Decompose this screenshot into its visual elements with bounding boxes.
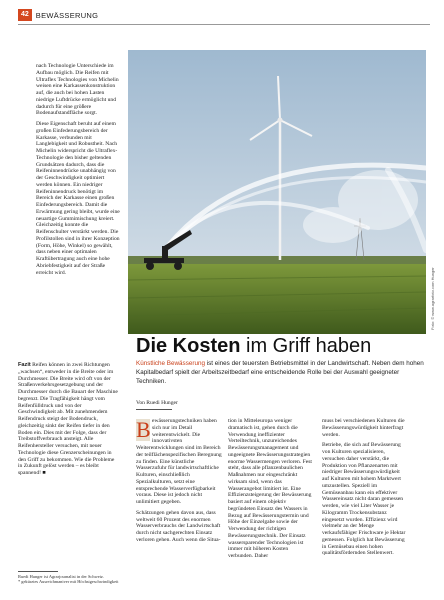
paragraph: ewässerungstechniken haben sich nur im Detail weiterentwickelt. Die innovativsten Weiterentwicklungen sind im Bereich der teilflächenspezifischen Beregnung zu finden. Eine künstliche Wasserzufuhr für landwirtschaftliche Kulturen, einschließlich Spezialkulturen, setzt eine entsprechende Wasserverfügbarkeit voraus. Diese ist jedoch nicht unlimitiert gegeben. xyxy=(136,418,222,505)
footnote-divider xyxy=(18,571,58,572)
page-header xyxy=(18,8,98,22)
irrigation-photo xyxy=(128,50,426,334)
headline-rest: im Griff haben xyxy=(240,335,372,357)
drop-cap: B xyxy=(136,417,151,442)
teaser-accent: Künstliche Bewässerung xyxy=(136,360,205,367)
left-column-continued-text xyxy=(36,63,120,280)
section-title: BEWÄSSERUNG xyxy=(35,10,99,20)
article-column-2 xyxy=(228,418,314,564)
byline-divider xyxy=(136,409,172,410)
author-note: Ruedi Hunger ist Agrarjournalist in der Schweiz. xyxy=(18,574,104,579)
photo-credit: Foto: © www.agrarfoto.com Hunger xyxy=(430,267,435,330)
paragraph: tion in Mitteleuropa weniger dramatisch ist, gehen durch die Verwendung ineffizienter Verteiltechnik, unzureichendes Bewässerungsmanagement und ungeeignete Bewässerungsstrategien enorme Wassermengen verloren. Fest steht, dass alle pflanzenbaulichen Maßnahmen nur eingeschränkt wirksam sind, wenn das Wasserangebot limitiert ist. Eine Effizienzsteigerung der Bewässerung basiert auf einem objektiv begründeten Einsatz des Wassers in Bezug auf Bewässerungstermin und Höhe der Einzelgabe sowie der Verwendung der richtigen Bewässerungstechnik. Der Einsatz wassersparender Technologien ist immer mit höheren Kosten verbunden. Daher xyxy=(228,418,312,559)
article-column-3 xyxy=(322,418,408,561)
paragraph: nach Technologie Unterschiede im Aufbau möglich. Die Reifen mit Ultraflex Technologies von Michelin weisen eine Karkassenkonstruktion auf, die auch bei hohen Lasten niedrige Luftdrücke ermöglicht und dadurch für eine größere Bodenaufstandfläche sorgt. xyxy=(36,63,119,117)
page-number: 42 xyxy=(18,9,32,21)
headline-strong: Die Kosten xyxy=(136,335,241,357)
fazit-label: Fazit xyxy=(18,362,31,368)
footnote-text: * gekürztes Ausreichmaniver mit Höchstgeschwindigkeit xyxy=(18,579,119,584)
paragraph: Schätzungen gehen davon aus, dass weltweit 60 Prozent des enormen Wasserverbrauchs der Landwirtschaft durch nicht sachgerechten Einsatz verloren gehen. Auch wenn die Situa- xyxy=(136,509,221,543)
irrigation-photo-illustration xyxy=(128,50,426,334)
paragraph: muss bei verschiedenen Kulturen die Bewässerungswürdigkeit hinterfragt werden. xyxy=(322,418,405,438)
end-mark: ■ xyxy=(42,470,46,476)
paragraph: Betriebe, die sich auf Bewässerung von Kulturen spezialisieren, versuchen daher verstärkt, die Produktion von Pflanzenarten mit niedriger Bewässerungswürdigkeit auf Kulturen mit hohem Marktwert umzustellen. Speziell im Gemüseanbau kann ein effektiver Wassereinsatz nicht daran gemessen werden, wie viel Liter Wasser je Kilogramm Trockensubstanz eingesetzt wurden. Effizienz wird vielmehr an der Menge verkaufsfähiger Frischware je Hektar gemessen. Folglich hat Bewässerung in Gemüsebau einen hohen qualitätsfördernden Stellenwert. xyxy=(322,442,406,557)
article-column-1 xyxy=(136,418,222,548)
paragraph: Diese Eigenschaft beruht auf einem großen Einfederungsbereich der Karkasse, verbunden mit Langlebigkeit und Robustheit. Nach Michelin widerspricht die Ultraflex-Technologie den bisher geltenden Grundsätzen dadurch, dass die Reifeninnendrücke unabhängig von der Geschwindigkeit optimiert werden können. Ein niedriger Reifeninnendruck benötigt im Bereich der Karkasse einen großen Einfederungsbereich. Damit die Erwärmung gering bleibt, wurde eine neuartige Gummimischung kreiert. Gleichzeitig konnte die Reifenschulter verstärkt werden. Die Profilstollen sind in ihrer Konzeption (Form, Höhe, Winkel) so gewählt, dass neben einer optimalen Kraftübertragung auch eine hohe Abriebfestigkeit auf der Straße erreicht wird. xyxy=(36,121,120,276)
fazit-section xyxy=(18,362,120,481)
teaser-text: ist eines der teuersten Betriebsmittel in der Landwirtschaft. Neben dem hohen Kapitalbedarf spielt der Arbeitszeitbedarf eine entscheidende Rolle bei der Auswahl geeigneter Techniken. xyxy=(136,360,424,385)
footnote xyxy=(18,574,120,584)
byline: Von Ruedi Hunger xyxy=(136,400,178,406)
fazit-text: Reifen können in zwei Richtungen „wachsen“, entweder in die Breite oder im Durchmesser. Die Breite wird oft von der Straßenverkehrsgesetzgebung und der Durchmesser durch die Bauart der Maschine begrenzt. Die Tragfähigkeit hängt vom Reifenfülldruck und von der Geschwindigkeit ab. Mit zunehmendem Reifendruck steigt der Bodendruck, gleichzeitig sinkt der Reifen tiefer in den Boden ein. Dies mit der Folge, dass der Treibstoffverbrauch ansteigt. Alle Reifenhersteller versuchen, mit neuer Technologie diese Grenzerscheinungen in den Griff zu bekommen. Wie die Probleme in Zukunft gelöst werden – es bleibt spannend! xyxy=(18,362,118,476)
article-headline xyxy=(136,334,371,358)
article-teaser xyxy=(136,360,426,386)
header-divider xyxy=(18,24,430,25)
